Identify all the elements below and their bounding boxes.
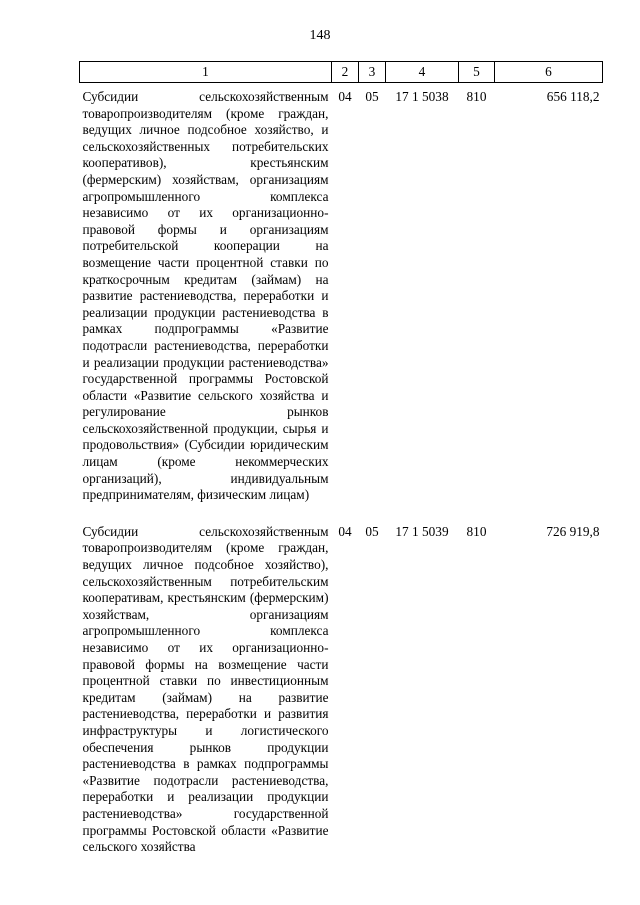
row-section-code: 04 <box>338 89 352 104</box>
row-amount: 656 118,2 <box>546 89 600 104</box>
table-row <box>80 518 603 870</box>
column-header-1: 1 <box>80 62 332 83</box>
column-header-4: 4 <box>386 62 459 83</box>
row-expense-type-code: 810 <box>466 523 487 539</box>
row-amount: 726 919,8 <box>546 523 600 539</box>
column-header-2: 2 <box>332 62 359 83</box>
page-number: 148 <box>309 28 331 43</box>
column-header-5: 5 <box>459 62 495 83</box>
row-target-article-code: 17 1 5039 <box>395 523 449 539</box>
row-description: Субсидии сельскохозяйственным товаропроизводителям (кроме граждан, ведущих личное подсобное хозяйство, и сельскохозяйственных потребительских кооперативов), крестьянским (фермерским) хозяйствам, организациям агропромышленного комплекса независимо от их организационно-правовой формы и организациям потребительской кооперации на возмещение части процентной ставки по краткосрочным кредитам (займам) на развитие растениеводства, переработки и реализации продукции растениеводства в рамках подпрограммы «Развитие подотрасли растениеводства, переработки и реализации продукции растениеводства» государственной программы Ростовской области «Развитие сельского хозяйства и регулирование рынков сельскохозяйственной продукции, сырья и продовольствия» (Субсидии юридическим лицам (кроме некоммерческих организаций), индивидуальным предпринимателям, физическим лицам) <box>82 89 329 503</box>
budget-table <box>79 61 603 870</box>
row-target-article-code: 17 1 5038 <box>395 89 449 104</box>
row-section-code: 04 <box>338 523 352 539</box>
column-header-3: 3 <box>359 62 386 83</box>
row-description: Субсидии сельскохозяйственным товаропроизводителям (кроме граждан, ведущих личное подсобное хозяйство), сельскохозяйственным потребительским кооперативам, крестьянским (фермерским) хозяйствам, организациям агропромышленного комплекса независимо от их организационно-правовой формы на возмещение части процентной ставки по инвестиционным кредитам (займам) на развитие растениеводства, переработки и развития инфраструктуры и логистического обеспечения рынков продукции растениеводства в рамках подпрограммы «Развитие подотрасли растениеводства, переработки и реализации продукции растениеводства» государственной программы Ростовской области «Развитие сельского хозяйства <box>82 523 329 855</box>
row-subsection-code: 05 <box>365 523 379 539</box>
row-subsection-code: 05 <box>365 89 379 104</box>
row-expense-type-code: 810 <box>466 89 487 104</box>
table-header-row <box>80 62 603 83</box>
column-header-6: 6 <box>495 62 603 83</box>
table-row <box>80 83 603 518</box>
